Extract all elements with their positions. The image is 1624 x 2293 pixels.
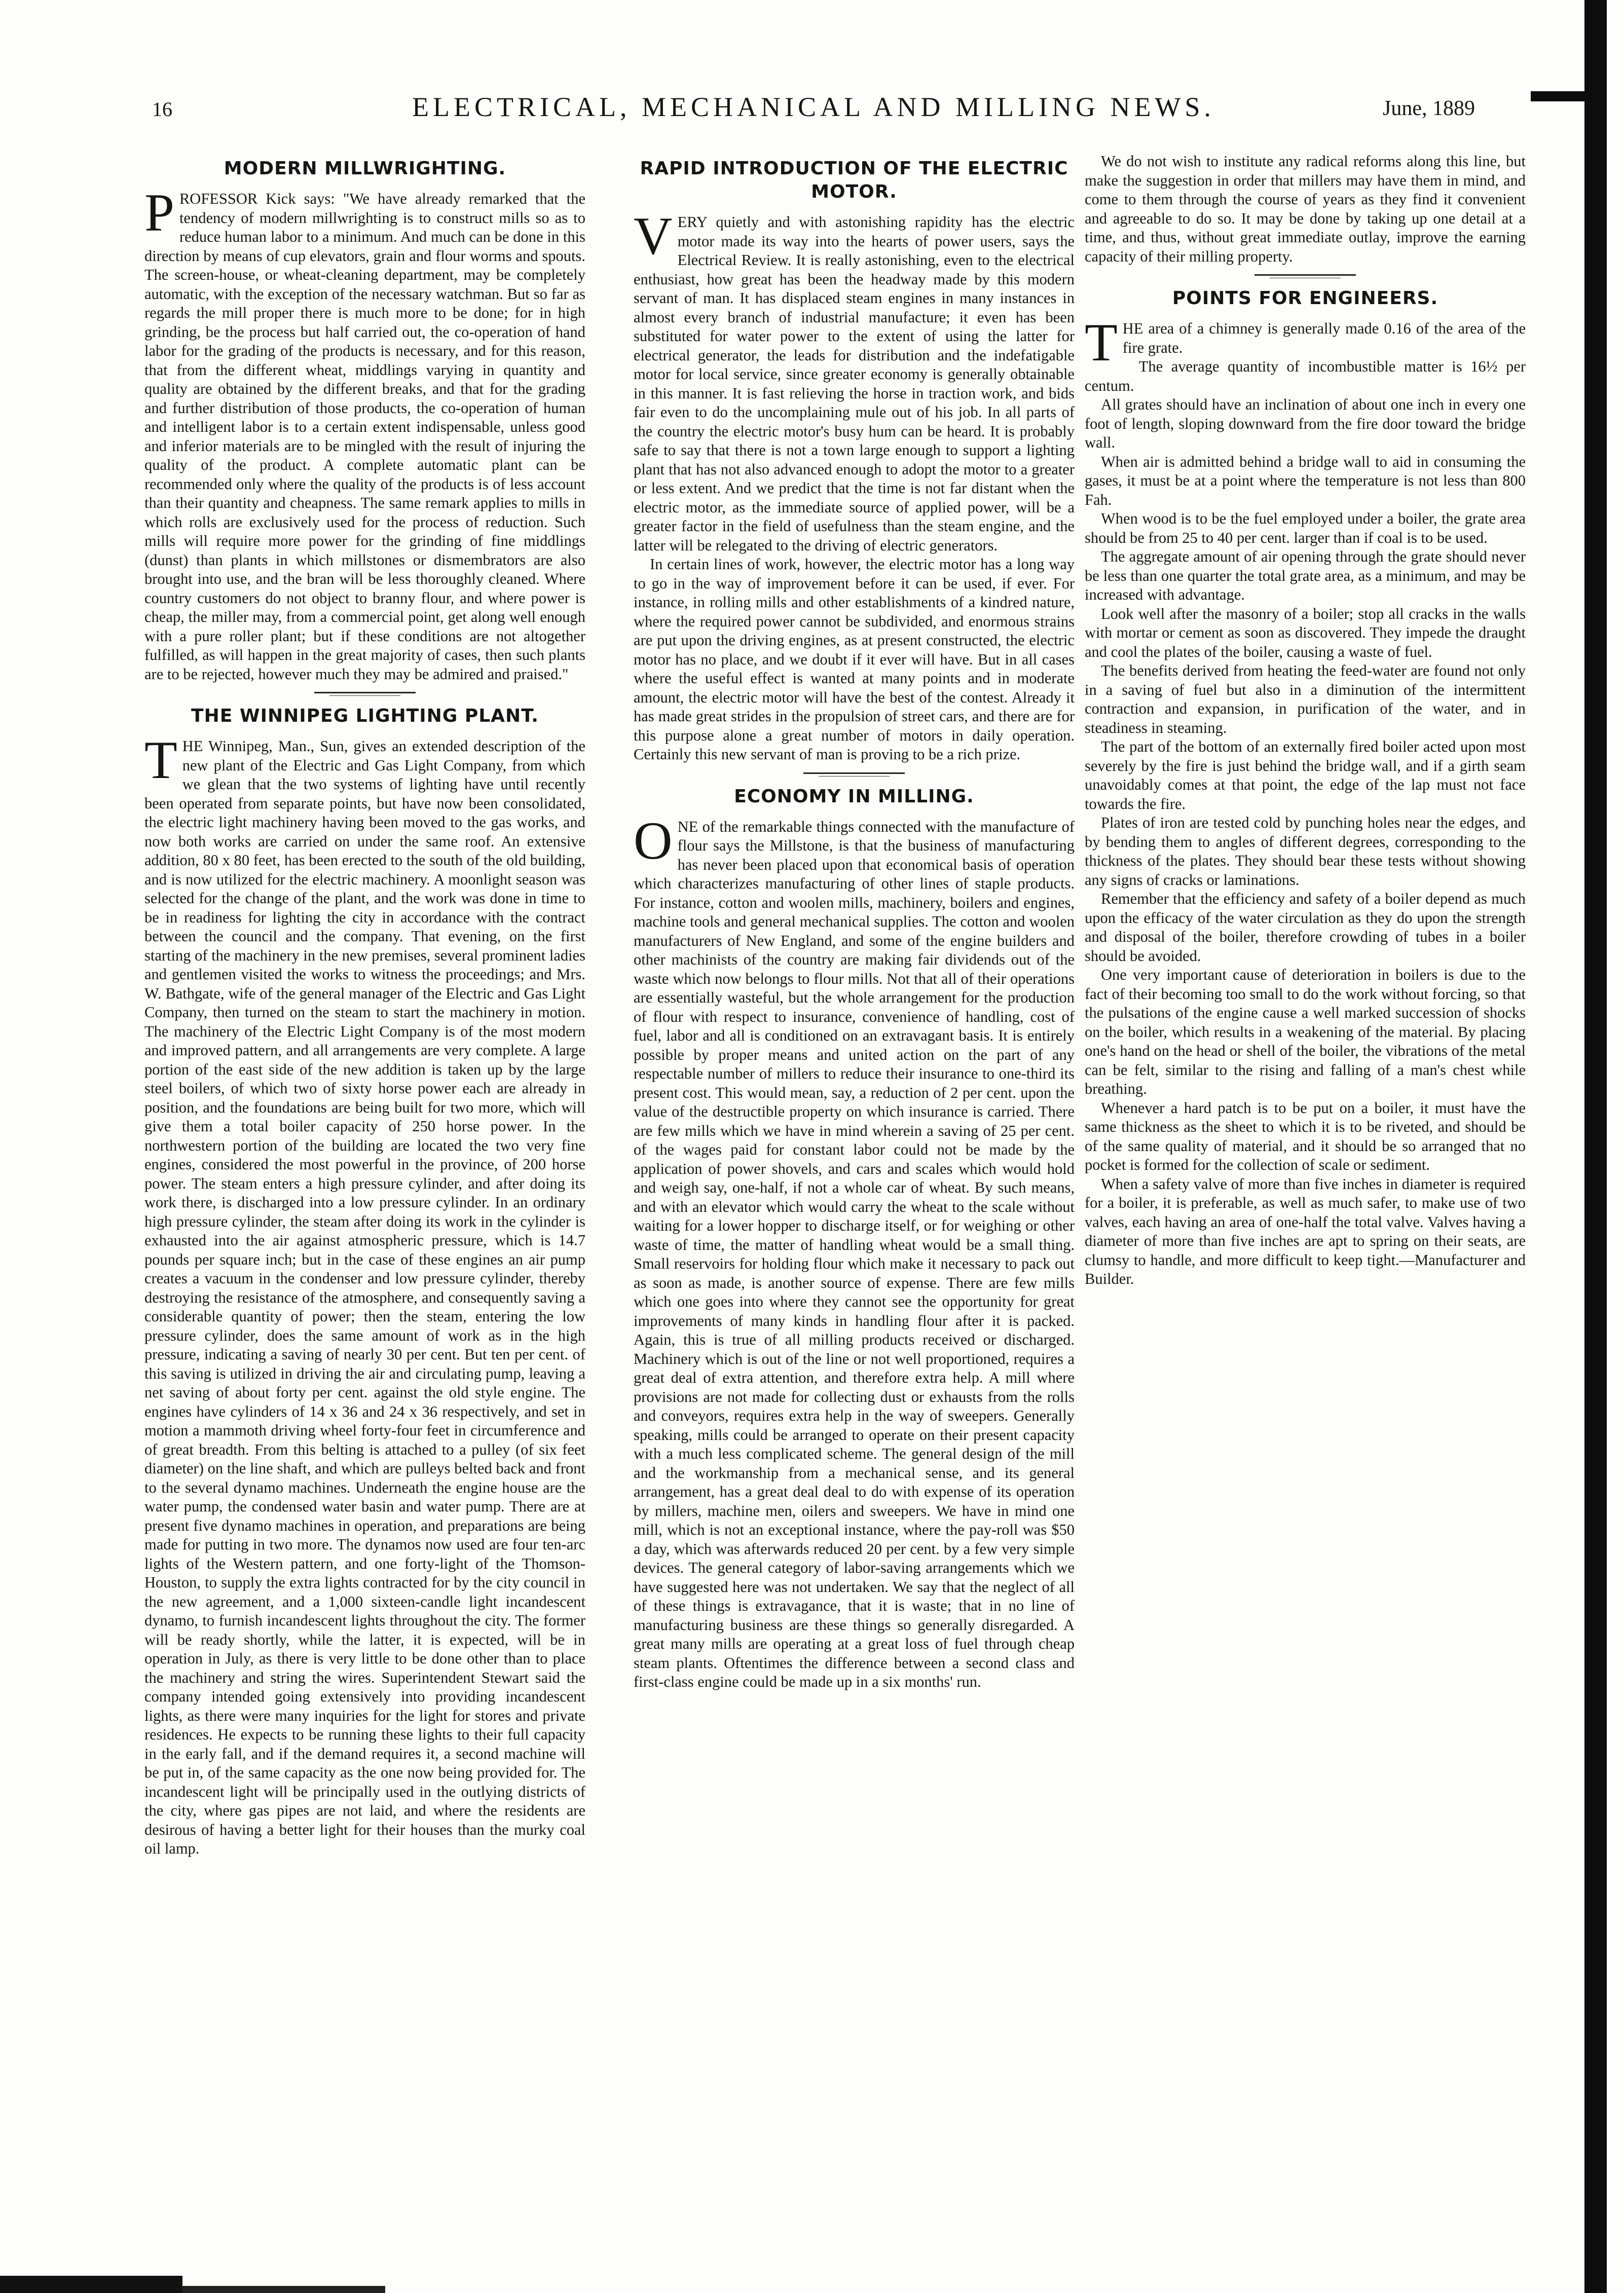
drop-cap: T bbox=[144, 730, 177, 790]
column-middle bbox=[634, 152, 1075, 2220]
article-paragraph bbox=[634, 810, 1075, 1692]
page-header bbox=[152, 91, 1475, 127]
column-left bbox=[144, 152, 585, 2220]
scan-smudge bbox=[0, 2273, 385, 2293]
page-edge-shadow bbox=[1584, 0, 1607, 2293]
article-paragraph: When air is admitted behind a bridge wall to aid in consuming the gases, it must be at a point where the temperature is not less than 800 Fah. bbox=[1085, 453, 1526, 508]
paragraph-text: ERY quietly and with astonishing rapidity has the electric motor made its way into the hearts of power users, says the Electrical Review. It is really astonishing, even to the electrical enthusiast, how great has been the headway made by this modern servant of man. It has displaced steam engines in many instances in almost every branch of industrial manufacture; it even has been substituted for water power to the extent of using the latter for electrical generator, the leads for distribution and the indefatigable motor for local service, since greater economy is generally obtainable in this manner. It is fast relieving the horse in traction work, and bids fair even to do the uncomplaining mule out of his job. In all parts of the country the electric motor's busy hum can be heard. It is probably safe to say that there is not a town large enough to support a lighting plant that has not also advanced enough to adopt the motor to a greater or less extent. And we predict that the time is not far distant when the electric motor, as the immediate source of applied power, will be a greater factor in the field of usefulness than the steam engine, and the latter will be relegated to the driving of electric generators. bbox=[634, 213, 1075, 554]
article-headline: RAPID INTRODUCTION OF THE ELECTRIC MOTOR. bbox=[640, 158, 1068, 202]
article-paragraph: When a safety valve of more than five inches in diameter is required for a boiler, it is preferable, as well as much safer, to make use of two valves, each having an area of one-half the total valve. Valves having a diameter of more than five inches are apt to spring on their seats, are clumsy to handle, and more difficult to keep tight.—Manufacturer and Builder. bbox=[1085, 1175, 1526, 1287]
article-paragraph: The average quantity of incombustible matter is 16½ per centum. bbox=[1085, 358, 1526, 394]
drop-cap: O bbox=[634, 810, 673, 870]
article-headline: THE WINNIPEG LIGHTING PLANT. bbox=[191, 706, 539, 726]
article-winnipeg-lighting-plant bbox=[144, 705, 585, 1859]
article-paragraph bbox=[634, 206, 1075, 555]
column-right bbox=[1085, 152, 1526, 2220]
page-number: 16 bbox=[152, 98, 172, 121]
article-paragraph: When wood is to be the fuel employed under a boiler, the grate area should be from 25 to 40 per cent. larger than if coal is to be used. bbox=[1085, 510, 1526, 546]
issue-date: June, 1889 bbox=[1383, 97, 1475, 120]
article-paragraph: The part of the bottom of an externally fired boiler acted upon most severely by the fire is just behind the bridge wall, and if a girth seam unavoidably comes at that point, the edge of the lap must not face towards the fire. bbox=[1085, 738, 1526, 812]
paragraph-text: HE Winnipeg, Man., Sun, gives an extended description of the new plant of the Electric and Gas Light Company, from which we glean that the two systems of lighting have until recently been operated from separate points, but have now been consolidated, the electric light machinery having been moved to the gas works, and now both works are carried on under the same roof. An extensive addition, 80 x 80 feet, has been erected to the south of the old building, and is now utilized for the electric machinery. A moonlight season was selected for the change of the plant, and the work was done in time to be in readiness for lighting the city in accordance with the contract between the council and the company. That evening, on the first starting of the machinery in the new premises, several prominent ladies and gentlemen visited the works to witness the proceedings; and Mrs. W. Bathgate, wife of the general manager of the Electric and Gas Light Company, then turned on the steam to start the machinery in motion. The machinery of the Electric Light Company is of the most modern and improved pattern, and all arrangements are very complete. A large portion of the east side of the new addition is taken up by the large steel boilers, of which two of sixty horse power each are already in position, and the foundations are being built for two more, which will give them a total boiler capacity of 250 horse power. In the northwestern portion of the building are located the two very fine engines, considered the most powerful in the province, of 200 horse power. The steam enters a high pressure cylinder, and after doing its work there, is discharged into a low pressure cylinder. In an ordinary high pressure cylinder, the steam after doing its work in the cylinder is exhausted into the air against atmospheric pressure, which is 14.7 pounds per square inch; but in the case of these engines an air pump creates a vacuum in the condenser and low pressure cylinder, thereby destroying the resistance of the atmosphere, and consequently saving a considerable quantity of power; then the steam, entering the low pressure cylinder, does the same amount of work as in the high pressure, indicating a saving of nearly 30 per cent. But ten per cent. of this saving is utilized in driving the air and circulating pump, leaving a net saving of about forty per cent. against the old style engine. The engines have cylinders of 14 x 36 and 24 x 36 respectively, and set in motion a mammoth driving wheel forty-four feet in circumference and of great breadth. From this belting is attached to a pulley (of six feet diameter) on the line shaft, and which are pulleys belted back and front to the several dynamo machines. Underneath the engine house are the water pump, the condensed water basin and water pump. There are at present five dynamo machines in operation, and preparations are being made for putting in two more. The dynamos now used are four ten-arc lights of the Western pattern, and one forty-light of the Thomson-Houston, to supply the extra lights contracted for by the city council in the new agreement, and a 1,000 sixteen-candle light incandescent dynamo, to furnish incandescent lights throughout the city. The former will be ready shortly, while the latter, it is expected, will be in operation in July, as there is very little to be done other than to place the machinery and string the wires. Superintendent Stewart said the company intended going extensively into providing incandescent lights, as there were many inquiries for the light for stores and private residences. He expects to be running these lights to their full capacity in the early fall, and if the demand requires it, a second machine will be put in, of the same capacity as the one now being provided for. The incandescent light will be principally used in the outlying districts of the city, where gas pipes are not laid, and where the residents are desirous of having a better light for their houses than the murky coal oil lamp. bbox=[144, 737, 585, 1857]
article-paragraph: In certain lines of work, however, the electric motor has a long way to go in the way of improvement before it can be used, if ever. For instance, in rolling mills and other establishments of a kindred nature, where the required power cannot be subdivided, and enormous strains are put upon the driving engines, as at present constructed, the electric motor has no place, and we doubt if it ever will have. But in all cases where the useful effect is wanted at many points and in moderate amount, the electric motor will have the best of the contest. Already it has made great strides in the propulsion of street cars, and there are for this purpose alone a great number of motors in daily operation. Certainly this new servant of man is proving to be a rich prize. bbox=[634, 556, 1075, 763]
article-headline: ECONOMY IN MILLING. bbox=[734, 786, 974, 807]
section-divider bbox=[314, 692, 416, 693]
article-paragraph: One very important cause of deterioration in boilers is due to the fact of their becoming too small to do the work without forcing, so that the pulsations of the engine cause a well marked succession of shocks on the boiler, which results in a weakening of the material. By placing one's hand on the head or shell of the boiler, the vibrations of the metal can be felt, similar to the rising and falling of a man's chest while breathing. bbox=[1085, 966, 1526, 1097]
article-paragraph bbox=[144, 183, 585, 684]
article-modern-millwrighting bbox=[144, 157, 585, 684]
paragraph-text: ROFESSOR Kick says: "We have already remarked that the tendency of modern millwrighting is to construct mills so as to reduce human labor to a minimum. And much can be done in this direction by means of cup elevators, grain and flour worms and spouts. The screen-house, or wheat-cleaning department, may be completely automatic, with the exception of the necessary watchman. But so far as regards the mill proper there is much more to be done; for in high grinding, be the process but half carried out, the co-operation of hand labor for the grading of the products is necessary, and for this reason, that from the different wheat, middlings varying in quantity and quality are obtained by the different breaks, and that for the grading and further distribution of those products, the co-operation of human and intelligent labor is to a certain extent indispensable, unless good and inferior materials are to be mingled with the result of injuring the quality of the product. A complete automatic plant can be recommended only where the quality of the products is of less account than their quantity and cheapness. The same remark applies to mills in which rolls are exclusively used for the process of reduction. Such mills will require more power for the grinding of fine middlings (dunst) than plants in which millstones or dismembrators are also brought into use, and the bran will be less thoroughly cleaned. Where country customers do not object to branny flour, and where power is cheap, the miller may, from a commercial point, get along well enough with a pure roller plant; but if these conditions are not altogether fulfilled, as will happen in the great majority of cases, then such plants are to be rejected, however much they may be admired and praised." bbox=[144, 190, 585, 683]
article-economy-in-milling bbox=[634, 785, 1075, 1692]
article-paragraph: Remember that the efficiency and safety of a boiler depend as much upon the efficacy of the water circulation as they do upon the strength and disposal of the boiler, therefore crowding of tubes in a boiler should be avoided. bbox=[1085, 890, 1526, 965]
article-paragraph: The aggregate amount of air opening through the grate should never be less than one quarter the total grate area, as a minimum, and may be increased with advantage. bbox=[1085, 548, 1526, 603]
article-paragraph: We do not wish to institute any radical reforms along this line, but make the suggestion in order that millers may have them in mind, and come to them through the course of years as they find it convenient and agreeable to do so. It may be done by taking up one detail at a time, and thus, without great immediate outlay, improve the earning capacity of their milling property. bbox=[1085, 153, 1526, 265]
section-divider bbox=[803, 772, 905, 774]
page-edge-corner bbox=[1531, 91, 1607, 101]
article-paragraph: All grates should have an inclination of about one inch in every one foot of length, sloping downward from the fire door toward the bridge wall. bbox=[1085, 396, 1526, 451]
journal-title: ELECTRICAL, MECHANICAL AND MILLING NEWS. bbox=[412, 92, 1215, 122]
section-divider bbox=[1254, 274, 1356, 276]
paragraph-text: HE area of a chimney is generally made 0.16 of the area of the fire grate. bbox=[1122, 320, 1526, 356]
article-paragraph: Plates of iron are tested cold by punching holes near the edges, and by bending them to angles of different degrees, corresponding to the thickness of the plates. They should bear these tests without showing any signs of cracks or laminations. bbox=[1085, 814, 1526, 889]
article-headline: MODERN MILLWRIGHTING. bbox=[224, 158, 506, 179]
article-paragraph: The benefits derived from heating the feed-water are found not only in a saving of fuel but also in a diminution of the intermittent contraction and expansion, in purification of the water, and in steadiness in steaming. bbox=[1085, 662, 1526, 736]
article-economy-in-milling-continued bbox=[1085, 152, 1526, 266]
article-headline: POINTS FOR ENGINEERS. bbox=[1172, 288, 1438, 309]
article-points-for-engineers bbox=[1085, 287, 1526, 1289]
drop-cap: T bbox=[1085, 313, 1118, 372]
article-paragraph bbox=[144, 730, 585, 1859]
paragraph-text: NE of the remarkable things connected with the manufacture of flour says the Millstone, is that the business of manufacturing has never been placed upon that economical basis of operation which characterizes manufacturing of other lines of staple products. For instance, cotton and woolen mills, machinery, boilers and engines, machine tools and general mechanical supplies. The cotton and woolen manufacturers of New England, and some of the engine builders and other machinists of the country are making fair dividends out of the waste which now belongs to flour mills. Not that all of their operations are essentially wasteful, but the whole arrangement for the production of flour with respect to insurance, convenience of handling, cost of fuel, labor and all is conditioned on an extravagant basis. It is entirely possible by proper means and united action on the part of any respectable number of millers to reduce their insurance to one-third its present cost. This would mean, say, a reduction of 2 per cent. upon the value of the destructible property on which insurance is carried. There are few mills which we have in mind wherein a saving of 25 per cent. of the wages paid for constant labor could not be made by the application of power shovels, and cars and scales which would hold and weigh say, one-half, if not a whole car of wheat. By such means, and with an elevator which would carry the wheat to the scale without waiting for a lower hopper to discharge itself, or for weighing or other waste of time, the matter of handling wheat would be a small thing. Small reservoirs for holding flour which make it necessary to pack out as soon as made, is another source of expense. There are few mills which one goes into where they cannot see the opportunity for great improvements of many kinds in handling flour after it is packed. Again, this is true of all milling products received or discharged. Machinery which is out of the line or not well proportioned, requires a great deal of extra attention, and therefore extra help. A mill where provisions are not made for collecting dust or exhausts from the rolls and conveyors, requires extra help in the way of sweepers. Generally speaking, mills could be arranged to operate on their present capacity with a much less complicated scheme. The general design of the mill and the workmanship from a mechanical sense, and its general arrangement, has a great deal deal to do with expense of its operation by millers, machine men, oilers and sweepers. We have in mind one mill, which is not an exceptional instance, where the pay-roll was $50 a day, which was afterwards reduced 20 per cent. by a few very simple devices. The general category of labor-saving arrangements which we have suggested here was not undertaken. We say that the neglect of all of these things is extravagance, that it is waste; that in no line of manufacturing business are these things so generally disregarded. A great many mills are operating at a great loss of fuel through cheap steam plants. Oftentimes the difference between a second class and first-class engine could be made up in a six months' run. bbox=[634, 818, 1075, 1690]
article-paragraph: Whenever a hard patch is to be put on a boiler, it must have the same thickness as the sheet to which it is to be riveted, and should be of the same quality of material, and it should be so arranged that no pocket is formed for the collection of scale or sediment. bbox=[1085, 1099, 1526, 1173]
drop-cap: V bbox=[634, 206, 673, 266]
drop-cap: P bbox=[144, 183, 174, 242]
article-rapid-introduction-electric-motor bbox=[634, 157, 1075, 764]
article-paragraph bbox=[1085, 313, 1526, 372]
article-paragraph: Look well after the masonry of a boiler; stop all cracks in the walls with mortar or cement as soon as discovered. They impede the draught and cool the plates of the boiler, causing a waste of fuel. bbox=[1085, 605, 1526, 660]
